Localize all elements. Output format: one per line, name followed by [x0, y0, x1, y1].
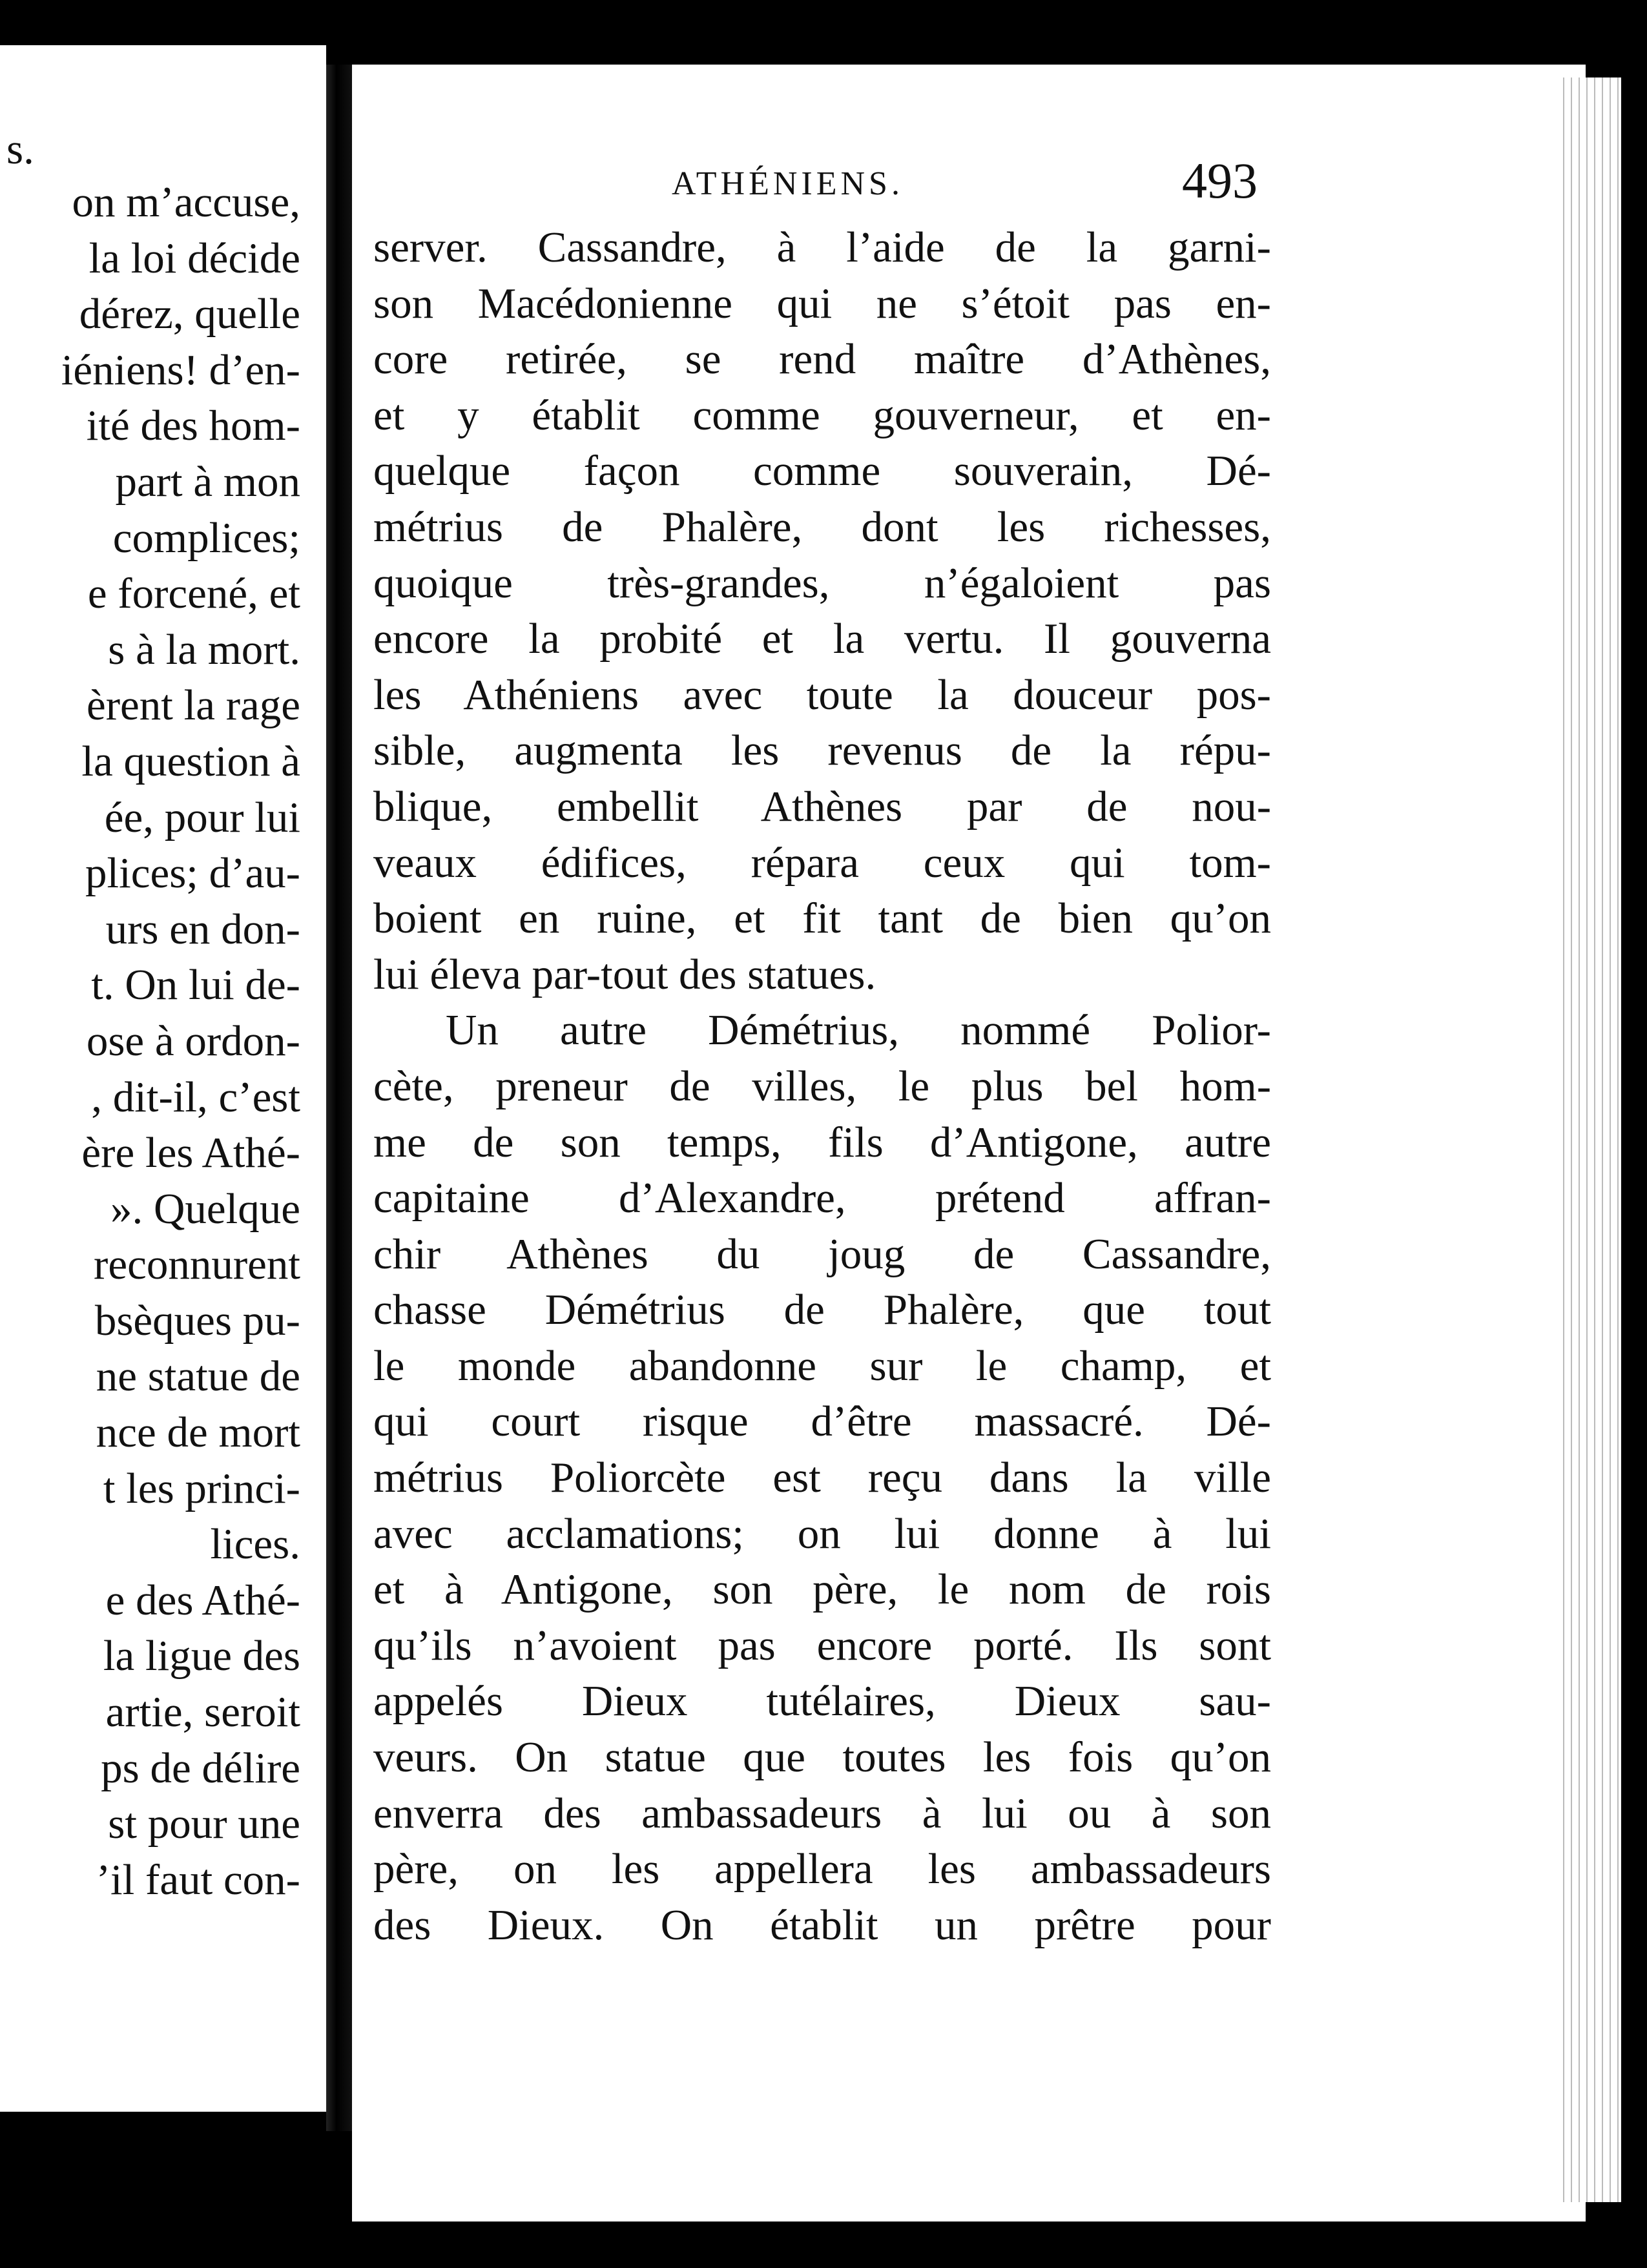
left-page-text: [0, 174, 326, 1908]
text-line: qui court risque d’être massacré. Dé-: [373, 1397, 1271, 1446]
text-line: enverra des ambassadeurs à lui ou à son: [373, 1789, 1271, 1837]
left-text-line: ère les Athé-: [81, 1129, 300, 1177]
text-line: quoique très-grandes, n’égaloient pas: [373, 559, 1271, 607]
left-text-line: t les princi-: [103, 1464, 300, 1512]
text-line: sible, augmenta les revenus de la répu-: [373, 727, 1271, 775]
left-page: [0, 45, 326, 2112]
text-line: core retirée, se rend maître d’Athènes,: [373, 335, 1271, 384]
left-page-fragment: s.: [6, 125, 34, 173]
text-line: métrius de Phalère, dont les richesses,: [373, 502, 1271, 551]
left-text-line: t. On lui de-: [91, 961, 300, 1009]
book-gutter: [326, 65, 352, 2131]
text-line: les Athéniens avec toute la douceur pos-: [373, 670, 1271, 719]
page-edges: [1557, 77, 1621, 2202]
left-text-line: ose à ordon-: [86, 1016, 300, 1065]
left-text-line: part à mon: [115, 457, 300, 506]
left-text-line: ps de délire: [101, 1744, 300, 1792]
text-line: cète, preneur de villes, le plus bel hom-: [373, 1062, 1271, 1110]
text-line: Un autre Démétrius, nommé Polior-: [446, 1006, 1271, 1055]
text-line: avec acclamations; on lui donne à lui: [373, 1509, 1271, 1558]
left-text-line: complices;: [112, 513, 300, 562]
text-line: boient en ruine, et fit tant de bien qu’on: [373, 894, 1271, 943]
left-text-line: urs en don-: [105, 905, 300, 953]
left-text-line: ée, pour lui: [104, 793, 300, 841]
text-line: son Macédonienne qui ne s’étoit pas en-: [373, 279, 1271, 327]
right-page-text: [373, 220, 1271, 1953]
text-line: chir Athènes du joug de Cassandre,: [373, 1230, 1271, 1278]
left-text-line: dérez, quelle: [79, 290, 300, 338]
text-line: veurs. On statue que toutes les fois qu’on: [373, 1733, 1271, 1782]
left-text-line: ’il faut con-: [96, 1855, 300, 1904]
text-line: encore la probité et la vertu. Il gouverna: [373, 615, 1271, 663]
text-line: père, on les appellera les ambassadeurs: [373, 1845, 1271, 1893]
left-text-line: lices.: [210, 1520, 300, 1569]
text-line: métrius Poliorcète est reçu dans la ville: [373, 1454, 1271, 1502]
text-line: blique, embellit Athènes par de nou-: [373, 782, 1271, 830]
text-line: et à Antigone, son père, le nom de rois: [373, 1565, 1271, 1614]
left-text-line: la ligue des: [103, 1632, 300, 1680]
left-text-line: iéniens! d’en-: [61, 345, 300, 394]
text-line: des Dieux. On établit un prêtre pour: [373, 1901, 1271, 1949]
running-head: ATHÉNIENS.: [672, 165, 904, 202]
left-text-line: , dit-il, c’est: [91, 1073, 300, 1121]
left-text-line: ité des hom-: [86, 402, 300, 450]
text-line: capitaine d’Alexandre, prétend affran-: [373, 1174, 1271, 1222]
left-text-line: ». Quelque: [110, 1184, 300, 1233]
text-line: server. Cassandre, à l’aide de la garni-: [373, 223, 1271, 271]
left-text-line: nce de mort: [96, 1408, 300, 1457]
text-line: veaux édifices, répara ceux qui tom-: [373, 838, 1271, 887]
text-line: le monde abandonne sur le champ, et: [373, 1341, 1271, 1390]
page-number: 493: [1182, 152, 1258, 209]
left-text-line: st pour une: [108, 1800, 300, 1848]
left-text-line: artie, seroit: [105, 1688, 300, 1737]
text-line: qu’ils n’avoient pas encore porté. Ils sont: [373, 1621, 1271, 1669]
left-text-line: bsèques pu-: [94, 1296, 300, 1345]
text-line: chasse Démétrius de Phalère, que tout: [373, 1286, 1271, 1334]
left-text-line: ne statue de: [96, 1352, 300, 1401]
text-line: quelque façon comme souverain, Dé-: [373, 447, 1271, 495]
left-text-line: e des Athé-: [105, 1576, 300, 1624]
text-line: appelés Dieux tutélaires, Dieux sau-: [373, 1677, 1271, 1726]
text-line: lui éleva par-tout des statues.: [373, 950, 876, 998]
left-text-line: s à la mort.: [108, 625, 300, 674]
left-text-line: plices; d’au-: [85, 849, 300, 898]
left-text-line: èrent la rage: [86, 681, 300, 730]
left-text-line: on m’accuse,: [72, 178, 300, 226]
left-text-line: reconnurent: [94, 1241, 300, 1289]
text-line: me de son temps, fils d’Antigone, autre: [373, 1118, 1271, 1166]
left-text-line: la loi décide: [88, 234, 300, 282]
text-line: et y établit comme gouverneur, et en-: [373, 391, 1271, 439]
left-text-line: e forcené, et: [87, 570, 300, 618]
left-text-line: la question à: [81, 737, 300, 785]
